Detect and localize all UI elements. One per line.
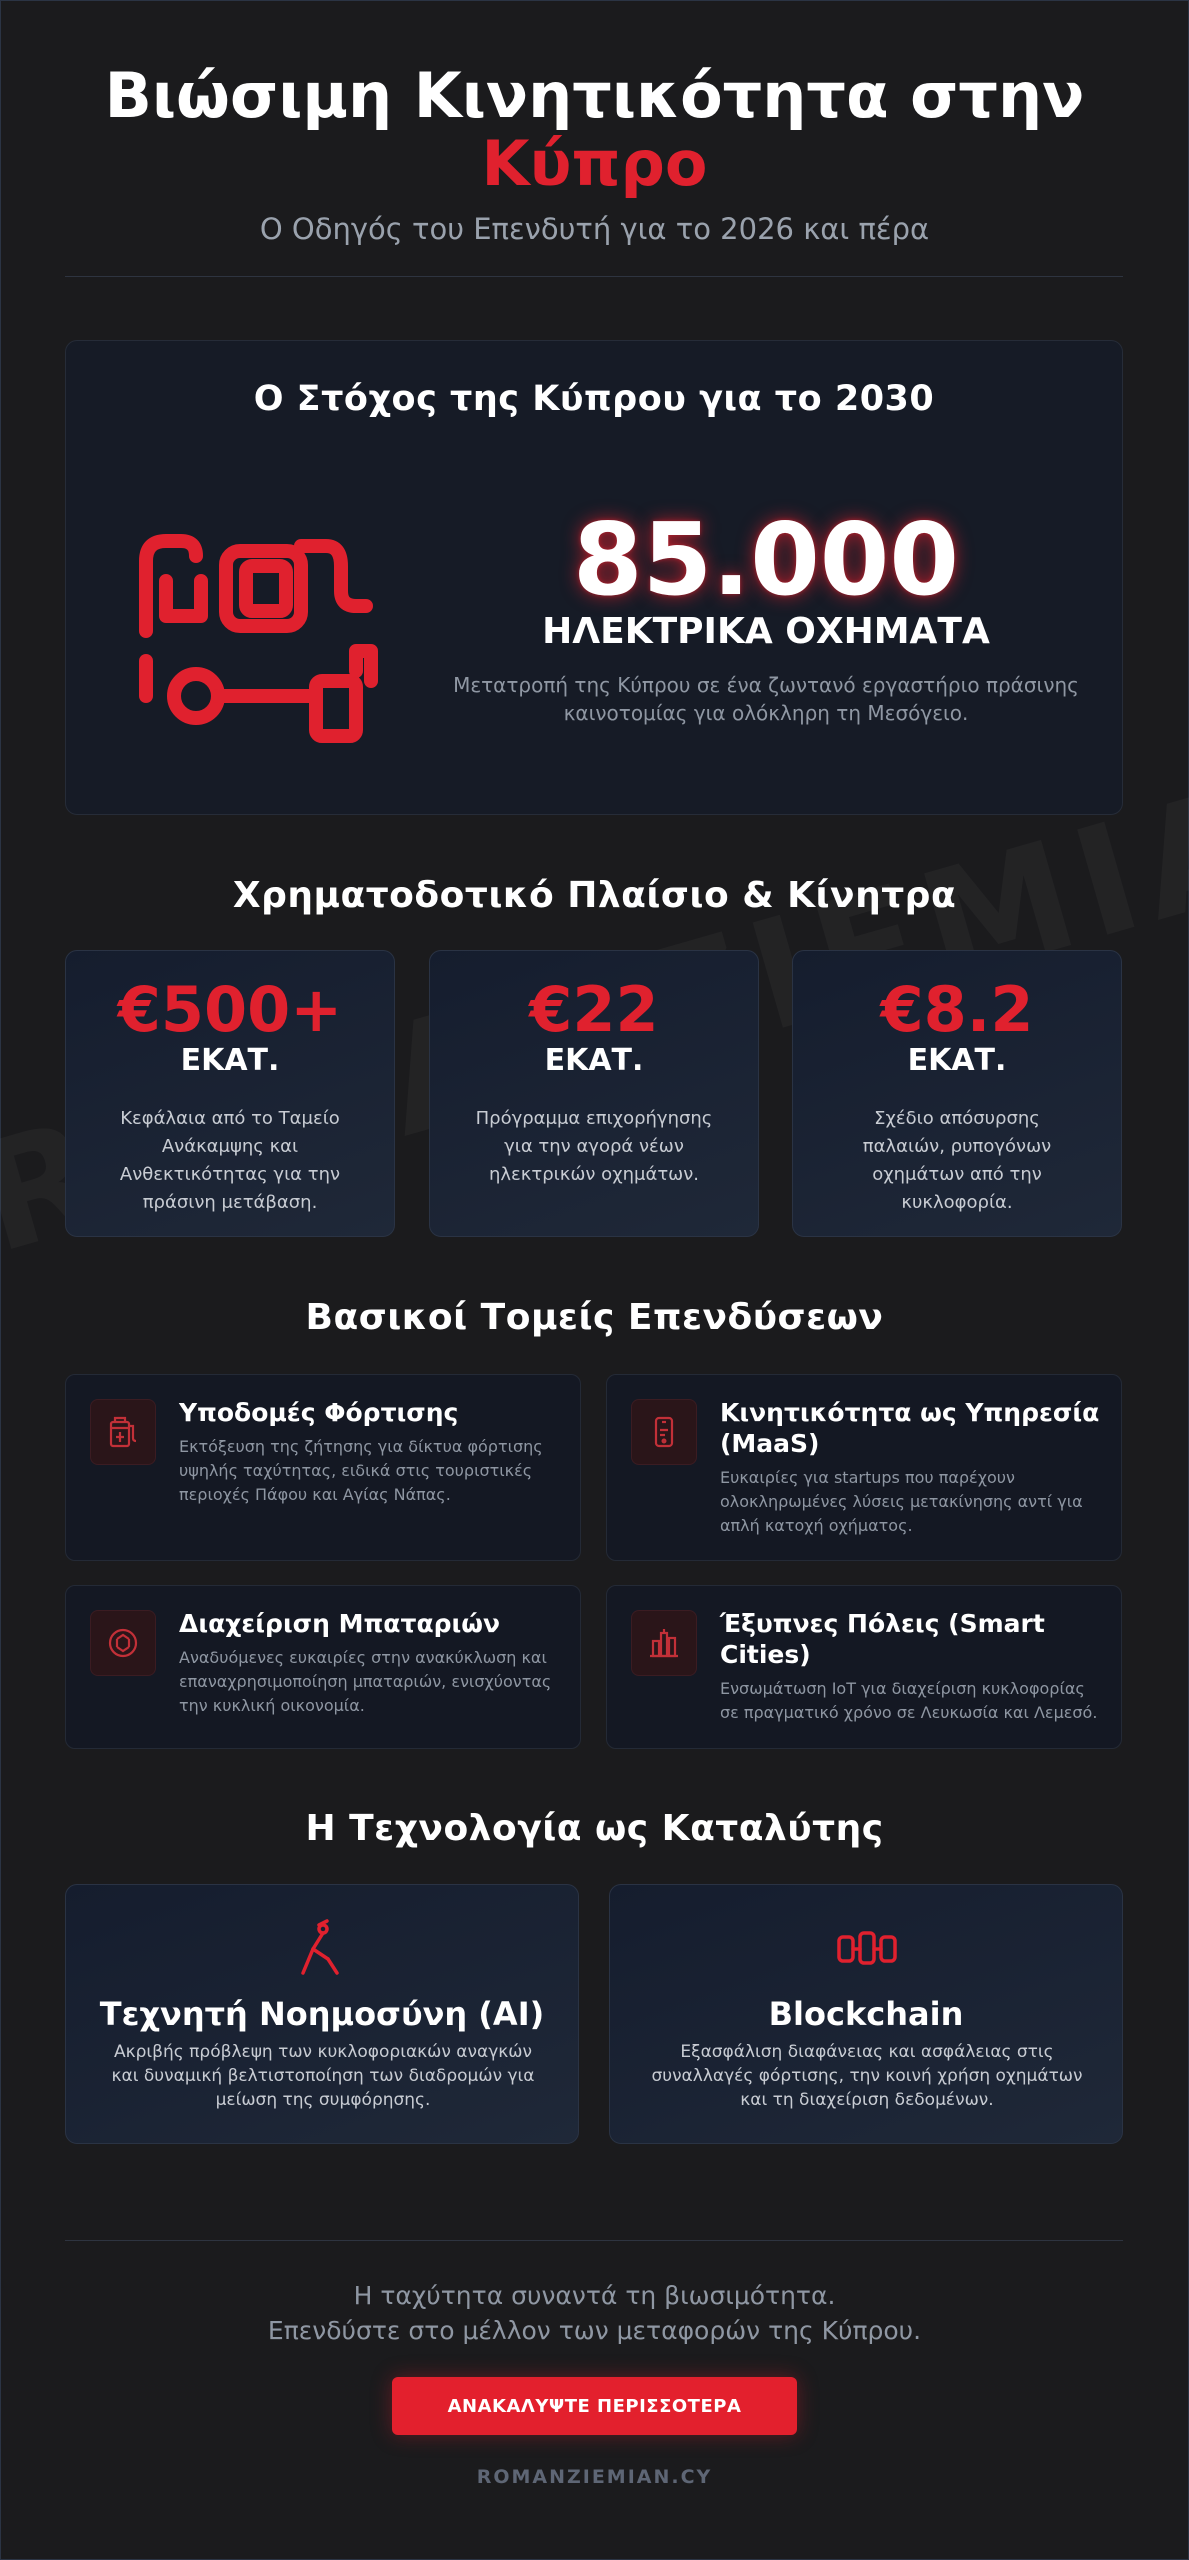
- mobile-phone-icon: [646, 1414, 682, 1450]
- sector-card-smart-cities: [606, 1585, 1122, 1749]
- funding-description: Σχέδιο απόσυρσης παλαιών, ρυπογόνων οχημάτων από την κυκλοφορία.: [862, 1108, 1052, 1213]
- robot-arm-icon: [273, 1919, 373, 1979]
- funding-section-title: Χρηματοδοτικό Πλαίσιο & Κίνητρα: [232, 875, 957, 916]
- footer-tagline: [0, 2278, 1189, 2348]
- funding-card-recovery: [65, 950, 395, 1237]
- footer-divider: [65, 2240, 1123, 2241]
- tech-card-ai: [65, 1884, 579, 2144]
- ev-charging-icon: [126, 521, 406, 751]
- funding-value: €8.2: [880, 973, 1034, 1046]
- funding-value: €22: [529, 973, 659, 1046]
- tech-description: Ακριβής πρόβλεψη των κυκλοφοριακών αναγκών και δυναμική βελτιστοποίηση των διαδρομών για μείωση της συμφόρησης.: [111, 2042, 535, 2110]
- sector-card-maas: [606, 1374, 1122, 1561]
- sector-title: Διαχείριση Μπαταριών: [179, 1609, 501, 1638]
- tech-description: Εξασφάλιση διαφάνειας και ασφάλειας στις συναλλαγές φόρτισης, την κοινή χρήση οχημάτων και τη διαχείριση δεδομένων.: [651, 2042, 1083, 2110]
- sector-card-batteries: [65, 1585, 581, 1749]
- page-subtitle: Ο Οδηγός του Επενδυτή για το 2026 και πέρα: [259, 212, 930, 246]
- funding-description: Κεφάλαια από το Ταμείο Ανάκαμψης και Ανθεκτικότητας για την πράσινη μετάβαση.: [119, 1108, 341, 1213]
- footer-tagline-line2: Επενδύστε στο μέλλον των μεταφορών της Κύπρου.: [267, 2316, 922, 2345]
- city-icon: [646, 1625, 682, 1661]
- funding-card-scrappage: [792, 950, 1122, 1237]
- funding-unit: ΕΚΑΤ.: [544, 1043, 644, 1078]
- funding-value: €500+: [117, 973, 343, 1046]
- sector-title: Έξυπνες Πόλεις (Smart Cities): [720, 1609, 1045, 1669]
- funding-unit: ΕΚΑΤ.: [907, 1043, 1007, 1078]
- goal-unit: ΗΛΕΚΤΡΙΚΑ ΟΧΗΜΑΤΑ: [542, 611, 990, 652]
- recycle-icon: [105, 1625, 141, 1661]
- sector-description: Ευκαιρίες για startups που παρέχουν ολοκληρωμένες λύσεις μετακίνησης αντί για απλή κατοχή οχήματος.: [720, 1468, 1083, 1535]
- funding-unit: ΕΚΑΤ.: [180, 1043, 280, 1078]
- goal-title: Ο Στόχος της Κύπρου για το 2030: [253, 379, 935, 419]
- tech-title: Blockchain: [768, 1995, 964, 2033]
- blockchain-icon: [817, 1919, 917, 1979]
- header-divider: [65, 276, 1123, 277]
- sector-card-charging: [65, 1374, 581, 1561]
- funding-card-grant: [429, 950, 759, 1237]
- footer-tagline-line1: Η ταχύτητα συναντά τη βιωσιμότητα.: [353, 2281, 836, 2310]
- charging-station-icon: [105, 1414, 141, 1450]
- funding-description: Πρόγραμμα επιχορήγησης για την αγορά νέων ηλεκτρικών οχημάτων.: [475, 1108, 713, 1185]
- goal-number: 85.000: [573, 501, 959, 618]
- sector-title: Κινητικότητα ως Υπηρεσία (MaaS): [720, 1398, 1100, 1458]
- page-header: [0, 59, 1189, 246]
- goal-description: Μετατροπή της Κύπρου σε ένα ζωντανό εργαστήριο πράσινης καινοτομίας για ολόκληρη τη Μεσόγειο.: [453, 673, 1079, 725]
- sector-description: Αναδυόμενες ευκαιρίες στην ανακύκλωση και επαναχρησιμοποίηση μπαταριών, ενισχύοντας την κυκλική οικονομία.: [179, 1648, 552, 1715]
- tech-title: Τεχνητή Νοημοσύνη (AI): [99, 1995, 545, 2033]
- sector-description: Εκτόξευση της ζήτησης για δίκτυα φόρτισης υψηλής ταχύτητας, ειδικά στις τουριστικές περιοχές Πάφου και Αγίας Νάπας.: [179, 1437, 543, 1504]
- page-title-highlight: Κύπρο: [481, 127, 708, 200]
- tech-card-blockchain: [609, 1884, 1123, 2144]
- sector-description: Ενσωμάτωση IoT για διαχείριση κυκλοφορίας σε πραγματικό χρόνο σε Λευκωσία και Λεμεσό.: [720, 1679, 1098, 1722]
- sector-title: Υποδομές Φόρτισης: [179, 1398, 459, 1427]
- site-url[interactable]: ROMANZIEMIAN.CY: [476, 2466, 713, 2488]
- sectors-section-title: Βασικοί Τομείς Επενδύσεων: [305, 1297, 884, 1338]
- discover-more-button[interactable]: ΑΝΑΚΑΛΥΨΤΕ ΠΕΡΙΣΣΟΤΕΡΑ: [392, 2377, 797, 2435]
- technology-section-title: Η Τεχνολογία ως Καταλύτης: [305, 1808, 884, 1849]
- page-title: Βιώσιμη Κινητικότητα στην: [104, 59, 1085, 132]
- goal-card: [65, 340, 1123, 815]
